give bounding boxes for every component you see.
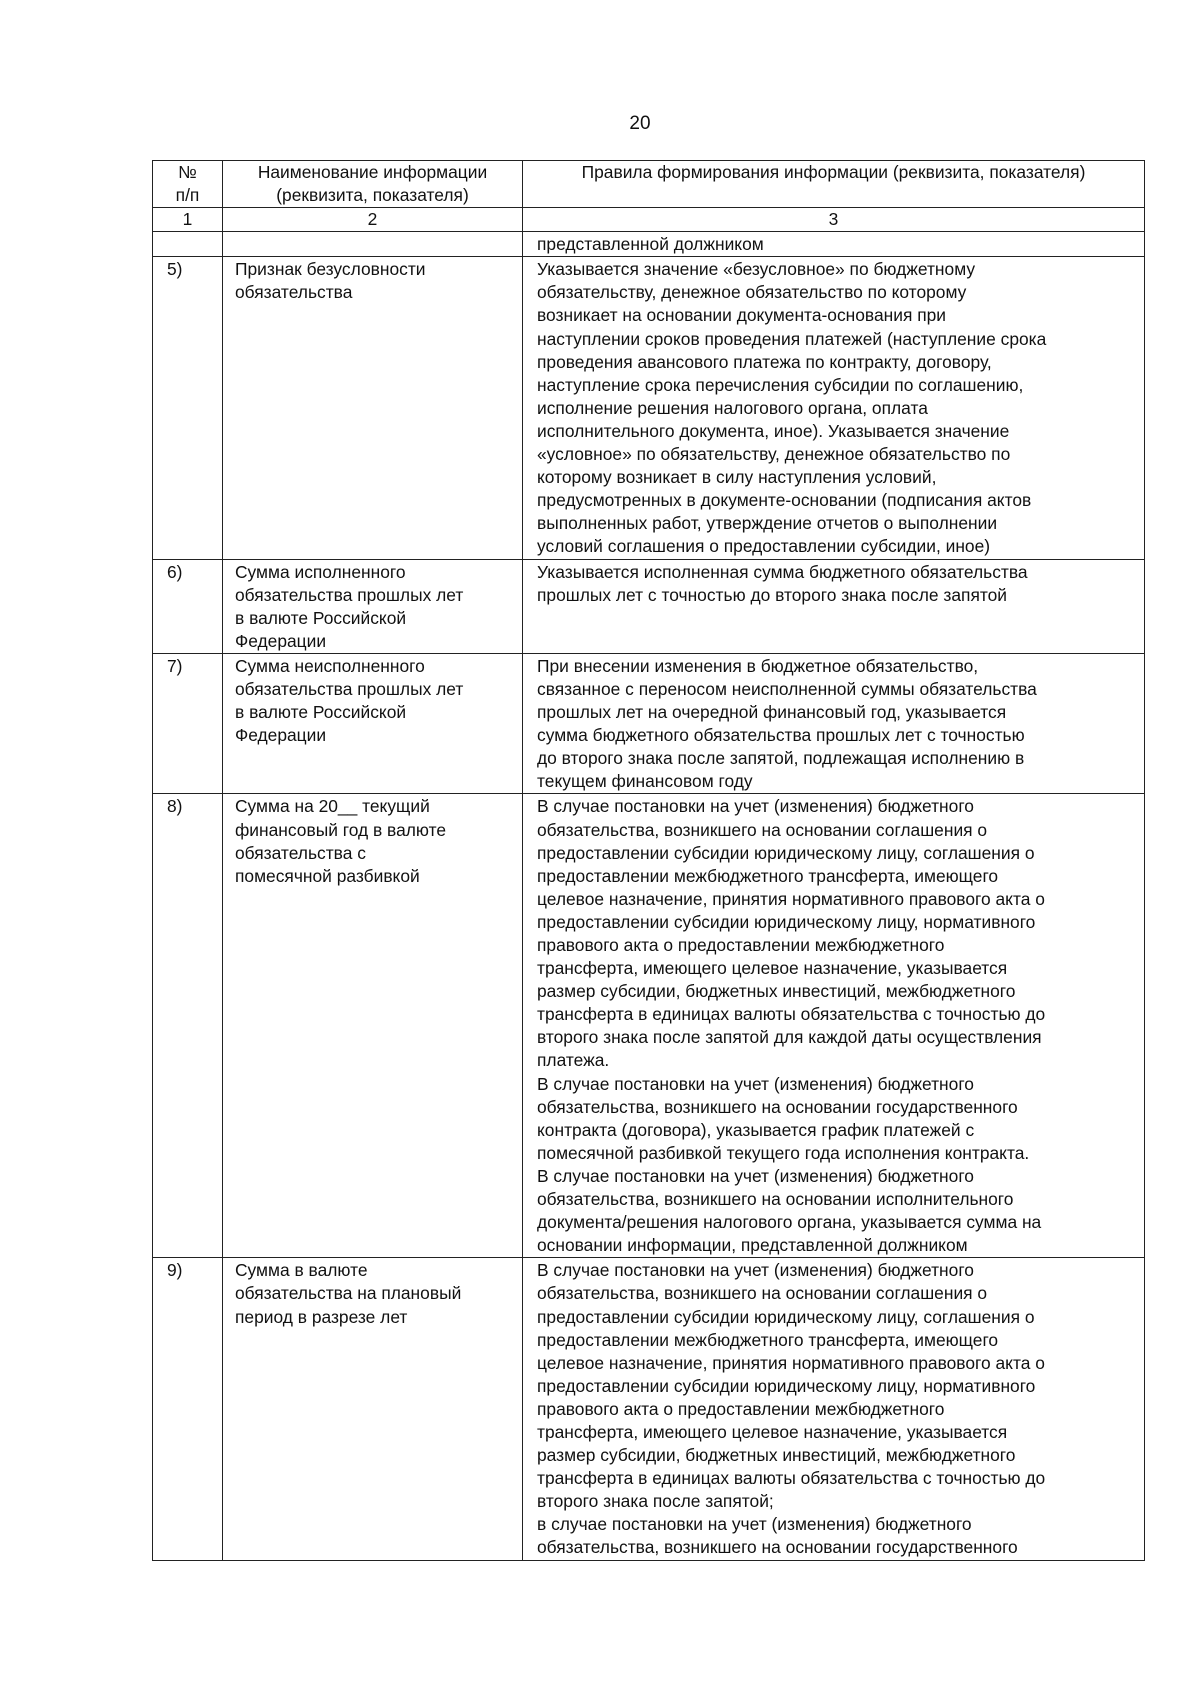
rules-table xyxy=(152,160,1145,1561)
row-name: Сумма неисполненного обязательства прошлых лет в валюте Российской Федерации xyxy=(223,653,523,794)
column-numbers-row xyxy=(153,208,1145,232)
table-header-row xyxy=(153,161,1145,208)
row-number: 9) xyxy=(153,1258,223,1560)
row-rule: представленной должником xyxy=(523,232,1145,257)
row-name: Сумма в валюте обязательства на плановый период в разрезе лет xyxy=(223,1258,523,1560)
row-name: Сумма на 20__ текущий финансовый год в валюте обязательства с помесячной разбивкой xyxy=(223,794,523,1258)
header-rules: Правила формирования информации (реквизита, показателя) xyxy=(523,161,1145,208)
row-rule: Указывается исполненная сумма бюджетного обязательства прошлых лет с точностью до второго знака после запятой xyxy=(523,559,1145,653)
table-row xyxy=(153,559,1145,653)
table-row xyxy=(153,1258,1145,1560)
table-row xyxy=(153,653,1145,794)
table-row xyxy=(153,794,1145,1258)
column-number-2: 2 xyxy=(223,208,523,232)
row-name: Признак безусловности обязательства xyxy=(223,257,523,559)
header-name: Наименование информации (реквизита, показателя) xyxy=(223,161,523,208)
page-number: 20 xyxy=(629,113,651,134)
row-rule: При внесении изменения в бюджетное обязательство, связанное с переносом неисполненной суммы обязательства прошлых лет на очередной финансовый год, указывается сумма бюджетного обязательства прошлых лет с точностью до второго знака после запятой, подлежащая исполнению в текущем финансовом году xyxy=(523,653,1145,794)
row-rule: В случае постановки на учет (изменения) бюджетного обязательства, возникшего на основании соглашения о предоставлении субсидии юридическому лицу, соглашения о предоставлении межбюджетного трансферта, имеющего целевое назначение, принятия нормативного правового акта о предоставлении субсидии юридическому лицу, нормативного правового акта о предоставлении межбюджетного трансферта, имеющего целевое назначение, указывается размер субсидии, бюджетных инвестиций, межбюджетного трансферта в единицах валюты обязательства с точностью до второго знака после запятой для каждой даты осуществления платежа. В случае постановки на учет (изменения) бюджетного обязательства, возникшего на основании государственного контракта (договора), указывается график платежей с помесячной разбивкой текущего года исполнения контракта. В случае постановки на учет (изменения) бюджетного обязательства, возникшего на основании исполнительного документа/решения налогового органа, указывается сумма на основании информации, представленной должником xyxy=(523,794,1145,1258)
row-rule: В случае постановки на учет (изменения) бюджетного обязательства, возникшего на основании соглашения о предоставлении субсидии юридическому лицу, соглашения о предоставлении межбюджетного трансферта, имеющего целевое назначение, принятия нормативного правового акта о предоставлении субсидии юридическому лицу, нормативного правового акта о предоставлении межбюджетного трансферта, имеющего целевое назначение, указывается размер субсидии, бюджетных инвестиций, межбюджетного трансферта в единицах валюты обязательства с точностью до второго знака после запятой; в случае постановки на учет (изменения) бюджетного обязательства, возникшего на основании государственного xyxy=(523,1258,1145,1560)
row-number: 5) xyxy=(153,257,223,559)
row-number: 7) xyxy=(153,653,223,794)
table-row xyxy=(153,257,1145,559)
row-name: Сумма исполненного обязательства прошлых лет в валюте Российской Федерации xyxy=(223,559,523,653)
row-number: 6) xyxy=(153,559,223,653)
row-number: 8) xyxy=(153,794,223,1258)
row-name xyxy=(223,232,523,257)
column-number-1: 1 xyxy=(153,208,223,232)
row-number xyxy=(153,232,223,257)
header-number: № п/п xyxy=(153,161,223,208)
column-number-3: 3 xyxy=(523,208,1145,232)
continuation-row xyxy=(153,232,1145,257)
row-rule: Указывается значение «безусловное» по бюджетному обязательству, денежное обязательство по которому возникает на основании документа-основания при наступлении сроков проведения платежей (наступление срока проведения авансового платежа по контракту, договору, наступление срока перечисления субсидии по соглашению, исполнение решения налогового органа, оплата исполнительного документа, иное). Указывается значение «условное» по обязательству, денежное обязательство по которому возникает в силу наступления условий, предусмотренных в документе-основании (подписания актов выполненных работ, утверждение отчетов о выполнении условий соглашения о предоставлении субсидии, иное) xyxy=(523,257,1145,559)
